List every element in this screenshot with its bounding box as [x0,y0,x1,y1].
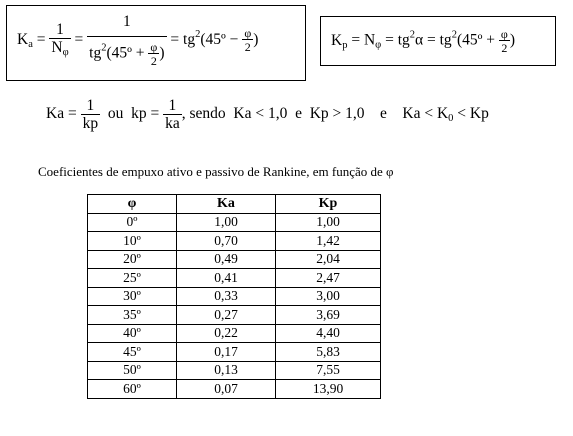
cell-ka: 0,70 [177,232,276,251]
cell-kp: 5,83 [276,343,381,362]
header-phi: φ [88,195,177,214]
fraction-1-over-n-phi: $\frac{1}{N_\varphi}$ [51,21,69,58]
table-row [88,213,381,232]
cell-ka: 0,41 [177,269,276,288]
cell-kp: 3,69 [276,306,381,325]
table-row [88,269,381,288]
fraction-1-over-kp: $\frac{1}{kp}$ [82,97,99,132]
kp-formula-box [320,16,556,66]
rankine-coefficients-table [87,194,381,399]
ka-formula-box [6,5,306,81]
cell-ka: 0,27 [177,306,276,325]
table-row [88,361,381,380]
ka-symbol: $K_a$ [17,30,33,50]
cell-phi: 30º [88,287,177,306]
ka-kp-relation: Ka = $\frac{1}{kp}$ ou kp = $\frac{1}{ka}$ , sendo Ka < 1,0 e Kp > 1,0 e $Ka < K_0 < Kp$ [46,97,489,132]
cell-kp: 2,04 [276,250,381,269]
cell-kp: 1,00 [276,213,381,232]
equals-sign: = [74,30,84,48]
table-row [88,380,381,399]
fraction-phi-over-2: $\frac{\varphi}{2}$ [244,26,252,55]
cell-kp: 2,47 [276,269,381,288]
header-kp: Kp [276,195,381,214]
cell-kp: 1,42 [276,232,381,251]
table-row [88,306,381,325]
cell-ka: 0,13 [177,361,276,380]
cell-phi: 10º [88,232,177,251]
cell-phi: 0º [88,213,177,232]
cell-kp: 3,00 [276,287,381,306]
table-header-row [88,195,381,214]
cell-ka: 0,49 [177,250,276,269]
cell-phi: 50º [88,361,177,380]
ka-formula: $K_a$ = $\frac{1}{N_\varphi}$ = 1 $tg^2(45º$ + $\frac{\varphi}{2}$ ) = $tg^2(45º$ − $\frac{\varphi}{2}$ ) [17,13,259,68]
rhs-tg: = tg [170,30,196,48]
fraction-1-over-ka: $\frac{1}{ka}$ [165,97,180,132]
table-row [88,232,381,251]
table-caption: Coeficientes de empuxo ativo e passivo de Rankine, em função de φ [38,164,394,179]
cell-kp: 13,90 [276,380,381,399]
cell-ka: 0,17 [177,343,276,362]
cell-kp: 4,40 [276,324,381,343]
cell-ka: 1,00 [177,213,276,232]
cell-phi: 40º [88,324,177,343]
cell-phi: 60º [88,380,177,399]
cell-phi: 45º [88,343,177,362]
cell-phi: 25º [88,269,177,288]
cell-phi: 20º [88,250,177,269]
cell-kp: 7,55 [276,361,381,380]
table-row [88,343,381,362]
cell-ka: 0,33 [177,287,276,306]
kp-formula: $K_p = N_\varphi = tg^2\alpha$ = $tg^2(45º$ + $\frac{\varphi}{2}$ ) [331,27,516,55]
fraction-phi-over-2: $\frac{\varphi}{2}$ [500,27,508,55]
table-row [88,250,381,269]
table-row [88,287,381,306]
header-ka: Ka [177,195,276,214]
cell-phi: 35º [88,306,177,325]
equals-sign: = [36,30,46,48]
cell-ka: 0,22 [177,324,276,343]
table-row [88,324,381,343]
cell-ka: 0,07 [177,380,276,399]
fraction-1-over-tg2: 1 $tg^2(45º$ + $\frac{\varphi}{2}$ ) [89,13,165,68]
